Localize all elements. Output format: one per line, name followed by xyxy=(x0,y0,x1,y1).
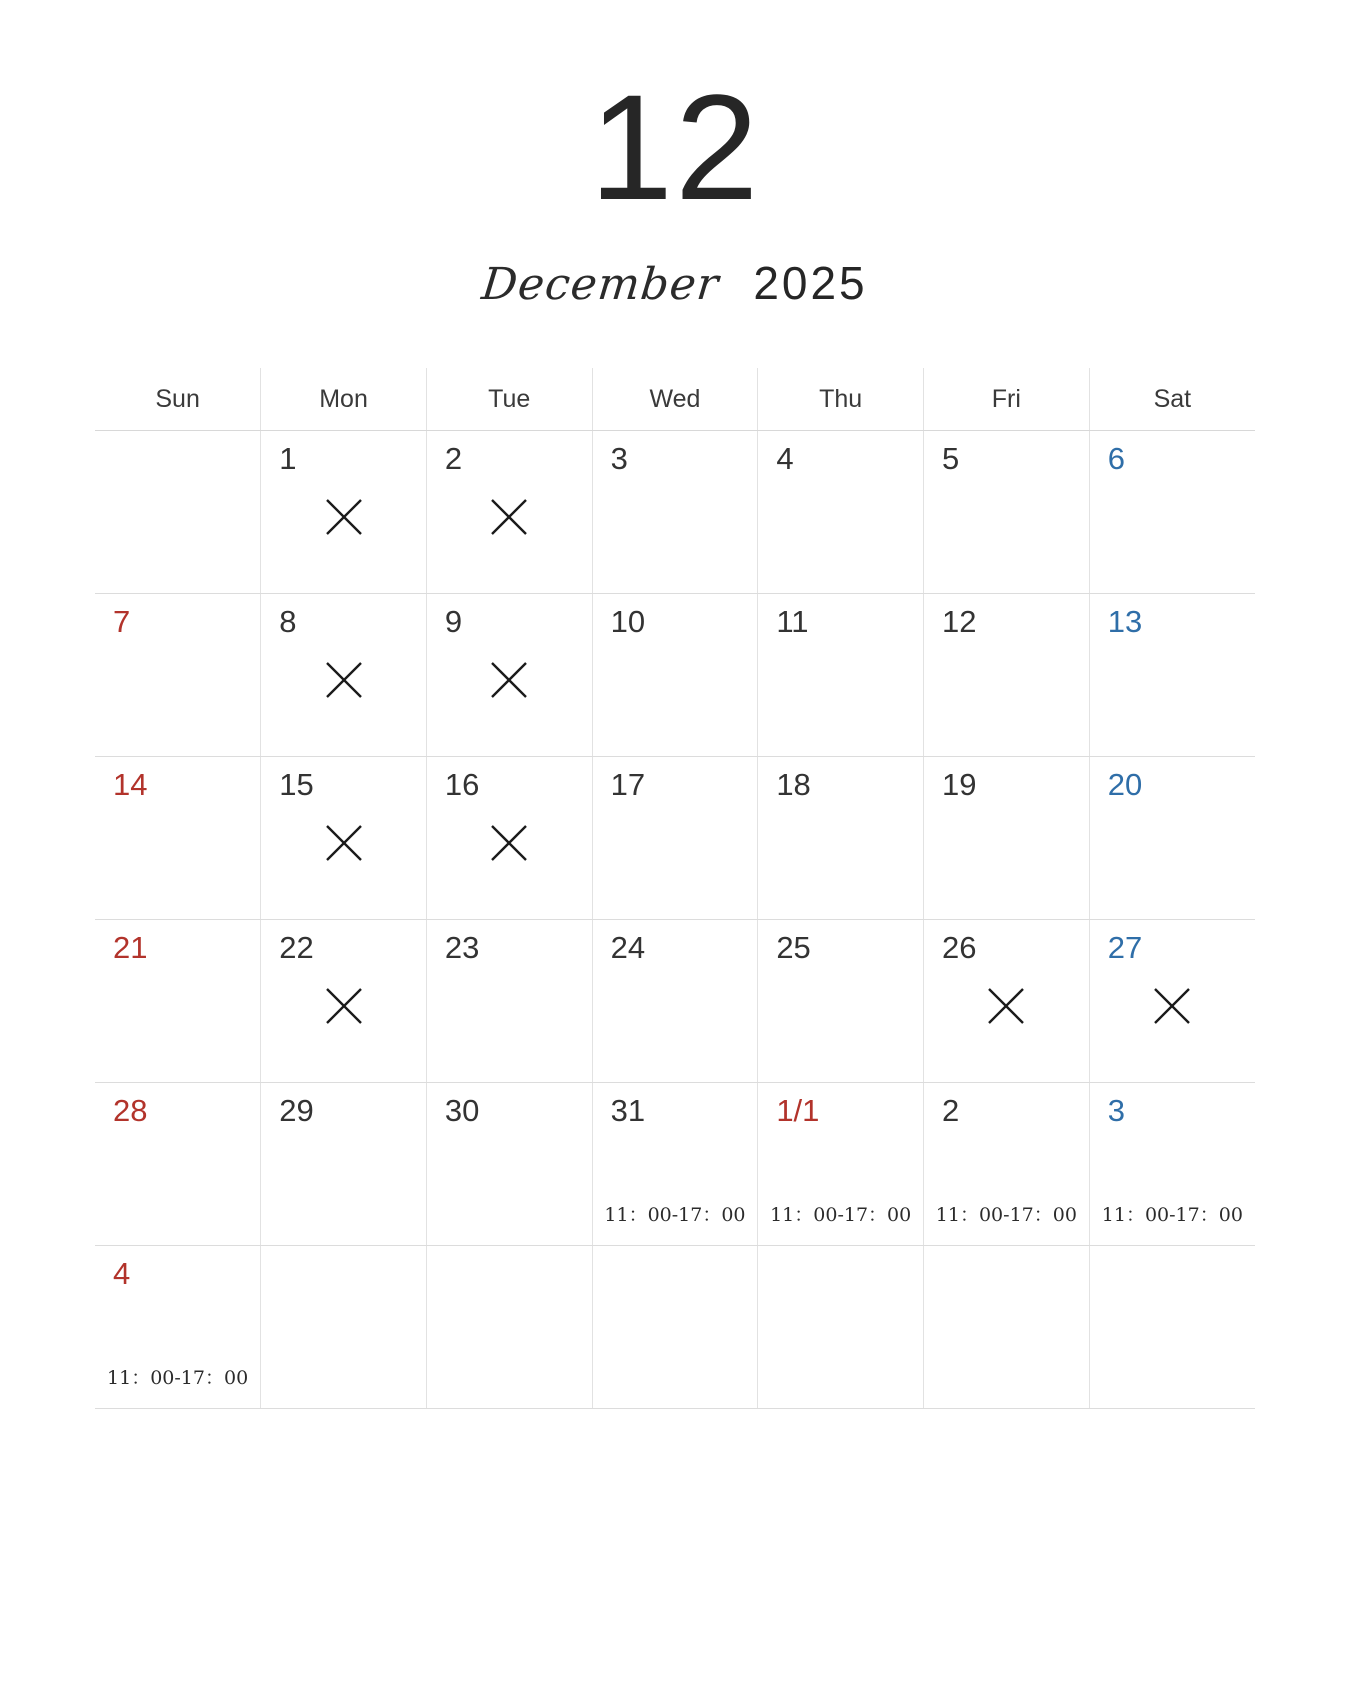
calendar-grid xyxy=(95,368,1255,1409)
day-number: 8 xyxy=(279,604,297,639)
calendar-cell-empty xyxy=(924,1246,1090,1409)
day-number: 21 xyxy=(113,930,148,965)
calendar-day-cell[interactable] xyxy=(95,1246,261,1409)
calendar-body xyxy=(95,431,1255,1409)
calendar-day-cell[interactable] xyxy=(95,920,261,1083)
day-number: 25 xyxy=(776,930,811,965)
calendar-day-cell[interactable] xyxy=(1089,1083,1255,1246)
day-number: 11 xyxy=(776,604,809,639)
calendar-week-row xyxy=(95,594,1255,757)
month-name: December xyxy=(479,259,722,310)
calendar-day-cell[interactable] xyxy=(426,594,592,757)
calendar-day-cell[interactable] xyxy=(758,920,924,1083)
month-subtitle xyxy=(0,256,1350,310)
calendar-day-cell[interactable] xyxy=(758,757,924,920)
calendar-header-row xyxy=(95,368,1255,431)
calendar-day-cell[interactable] xyxy=(1089,920,1255,1083)
day-number: 10 xyxy=(610,604,646,639)
calendar-day-cell[interactable] xyxy=(592,594,758,757)
cross-icon xyxy=(489,823,529,863)
calendar-day-cell[interactable] xyxy=(592,431,758,594)
weekday-header-fri: Fri xyxy=(924,368,1090,431)
day-number: 27 xyxy=(1107,930,1143,965)
business-hours-label: 11：00-17：00 xyxy=(1101,1204,1243,1226)
calendar-day-cell[interactable] xyxy=(592,757,758,920)
day-number: 9 xyxy=(444,604,463,639)
calendar-day-cell[interactable] xyxy=(758,1083,924,1246)
weekday-header-sat: Sat xyxy=(1089,368,1255,431)
cross-icon xyxy=(489,660,529,700)
cross-icon xyxy=(324,660,364,700)
calendar-week-row xyxy=(95,431,1255,594)
calendar-day-cell[interactable] xyxy=(261,431,427,594)
day-number: 5 xyxy=(942,441,960,476)
calendar-day-cell[interactable] xyxy=(1089,757,1255,920)
calendar-day-cell[interactable] xyxy=(261,594,427,757)
calendar-day-cell[interactable] xyxy=(426,431,592,594)
cross-icon xyxy=(1152,986,1192,1026)
calendar-day-cell[interactable] xyxy=(1089,594,1255,757)
calendar-day-cell[interactable] xyxy=(592,1083,758,1246)
day-number: 3 xyxy=(610,441,628,476)
day-number: 7 xyxy=(113,604,131,639)
day-number: 20 xyxy=(1107,767,1143,802)
day-number: 28 xyxy=(113,1093,148,1128)
day-number: 4 xyxy=(113,1256,131,1291)
day-number: 30 xyxy=(444,1093,480,1128)
calendar-day-cell[interactable] xyxy=(426,757,592,920)
weekday-header-sun: Sun xyxy=(95,368,261,431)
day-number: 24 xyxy=(610,930,646,965)
cross-icon xyxy=(324,823,364,863)
day-number: 2 xyxy=(444,441,463,476)
calendar-day-cell[interactable] xyxy=(261,920,427,1083)
calendar-day-cell[interactable] xyxy=(924,757,1090,920)
weekday-header-thu: Thu xyxy=(758,368,924,431)
calendar-day-cell[interactable] xyxy=(758,594,924,757)
business-hours-label: 11：00-17：00 xyxy=(935,1204,1077,1226)
calendar-day-cell[interactable] xyxy=(261,1083,427,1246)
cross-icon xyxy=(489,497,529,537)
calendar-day-cell[interactable] xyxy=(924,920,1090,1083)
day-number: 3 xyxy=(1107,1093,1125,1128)
day-number: 23 xyxy=(444,930,480,965)
day-number: 12 xyxy=(942,604,977,639)
calendar-day-cell[interactable] xyxy=(924,431,1090,594)
calendar-week-row xyxy=(95,920,1255,1083)
day-number: 13 xyxy=(1107,604,1143,639)
calendar-header xyxy=(0,0,1350,310)
weekday-header-tue: Tue xyxy=(426,368,592,431)
weekday-header-wed: Wed xyxy=(592,368,758,431)
calendar-cell-empty xyxy=(261,1246,427,1409)
day-number: 2 xyxy=(942,1093,960,1128)
year-label: 2025 xyxy=(753,257,868,309)
calendar-week-row xyxy=(95,1083,1255,1246)
month-number: 12 xyxy=(589,63,761,231)
business-hours-label: 11：00-17：00 xyxy=(770,1204,912,1226)
day-number: 17 xyxy=(610,767,646,802)
calendar-cell-empty xyxy=(95,431,261,594)
day-number: 1/1 xyxy=(776,1093,820,1128)
day-number: 4 xyxy=(776,441,794,476)
calendar-day-cell[interactable] xyxy=(1089,431,1255,594)
calendar-day-cell[interactable] xyxy=(592,920,758,1083)
day-number: 19 xyxy=(942,767,977,802)
calendar-day-cell[interactable] xyxy=(95,1083,261,1246)
cross-icon xyxy=(986,986,1026,1026)
weekday-header-mon: Mon xyxy=(261,368,427,431)
calendar-day-cell[interactable] xyxy=(426,920,592,1083)
calendar-day-cell[interactable] xyxy=(95,757,261,920)
day-number: 15 xyxy=(279,767,314,802)
calendar-day-cell[interactable] xyxy=(95,594,261,757)
business-hours-label: 11：00-17：00 xyxy=(604,1204,746,1226)
calendar-cell-empty xyxy=(758,1246,924,1409)
day-number: 31 xyxy=(610,1093,646,1128)
day-number: 18 xyxy=(776,767,811,802)
calendar-day-cell[interactable] xyxy=(261,757,427,920)
cross-icon xyxy=(324,497,364,537)
calendar-day-cell[interactable] xyxy=(924,594,1090,757)
day-number: 26 xyxy=(942,930,977,965)
day-number: 6 xyxy=(1107,441,1125,476)
cross-icon xyxy=(324,986,364,1026)
calendar-week-row xyxy=(95,757,1255,920)
calendar-day-cell[interactable] xyxy=(758,431,924,594)
day-number: 22 xyxy=(279,930,314,965)
calendar-week-row xyxy=(95,1246,1255,1409)
calendar-day-cell[interactable] xyxy=(426,1083,592,1246)
day-number: 16 xyxy=(444,767,480,802)
day-number: 29 xyxy=(279,1093,314,1128)
calendar-cell-empty xyxy=(1089,1246,1255,1409)
calendar-cell-empty xyxy=(426,1246,592,1409)
day-number: 1 xyxy=(279,441,297,476)
calendar-cell-empty xyxy=(592,1246,758,1409)
business-hours-label: 11：00-17：00 xyxy=(107,1367,249,1389)
calendar-day-cell[interactable] xyxy=(924,1083,1090,1246)
day-number: 14 xyxy=(113,767,148,802)
